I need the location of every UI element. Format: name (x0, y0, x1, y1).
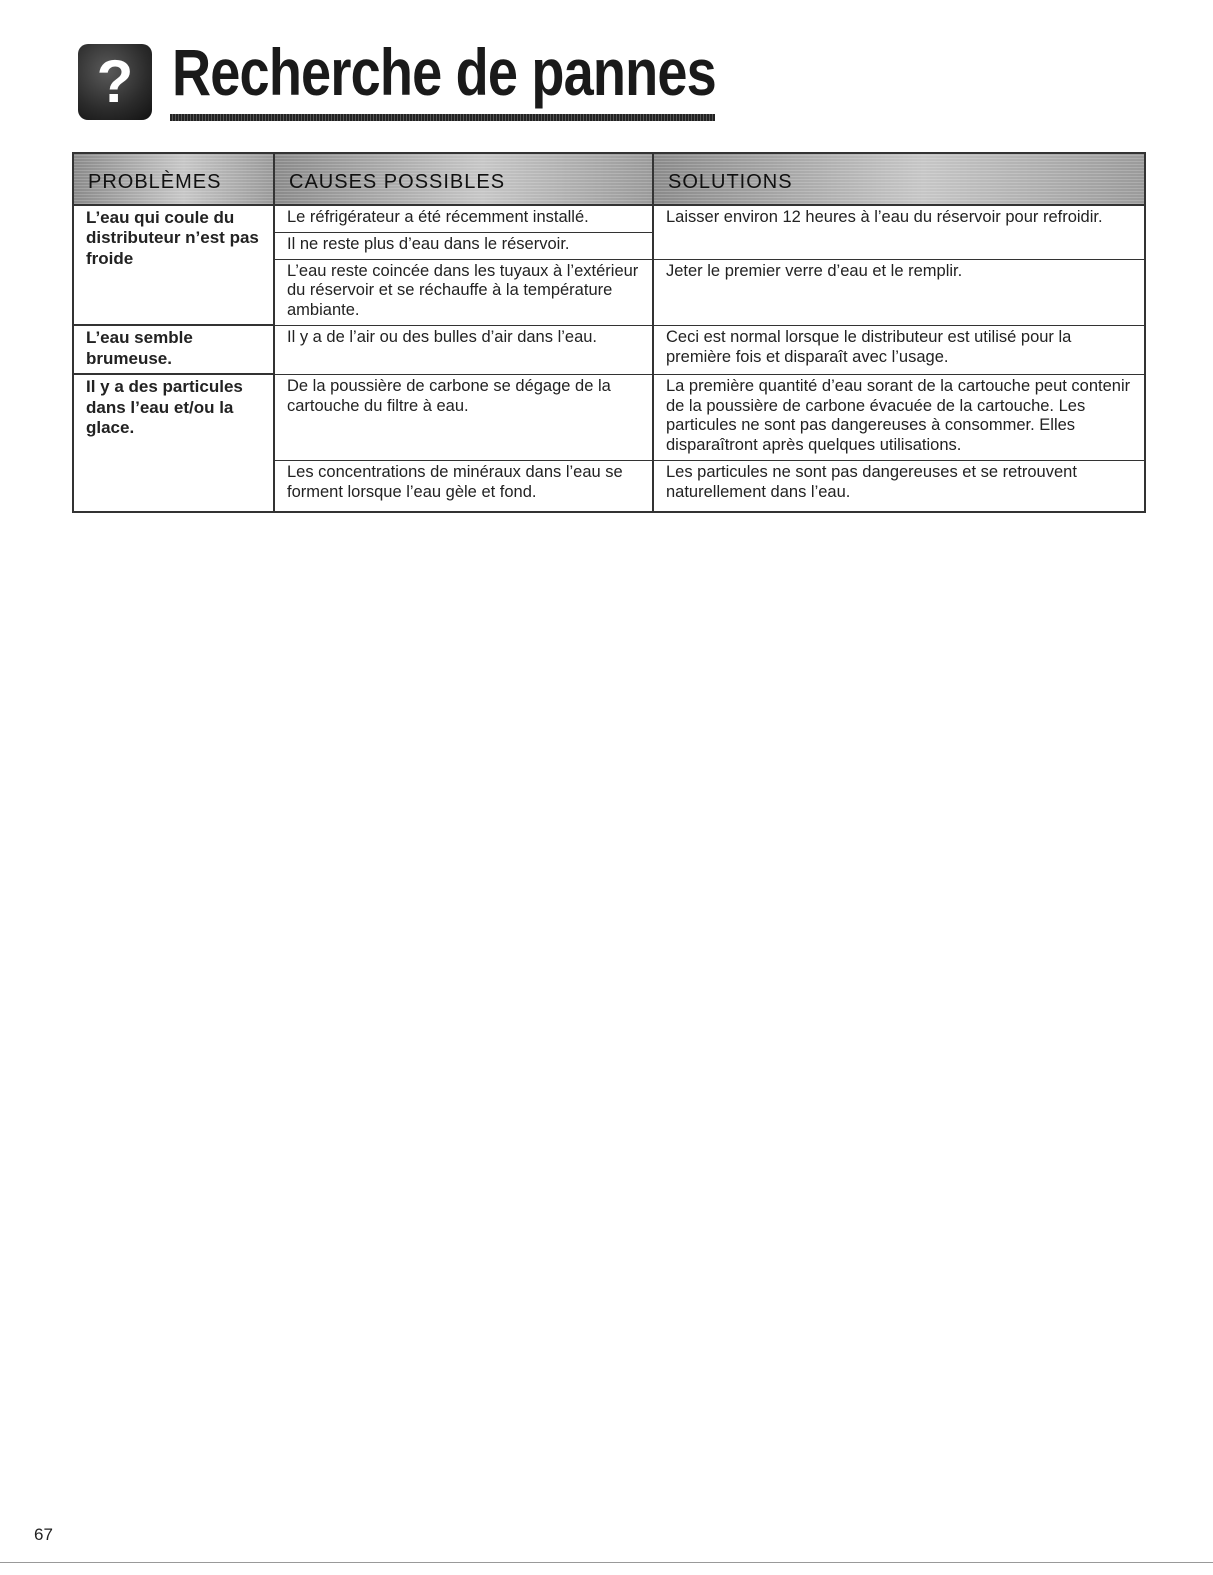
problem-cell: L’eau qui coule du distributeur n’est pas froide (73, 205, 274, 325)
question-icon-glyph: ? (96, 48, 134, 115)
solution-cell: Les particules ne sont pas dangereuses et se retrouvent naturellement dans l’eau. (653, 460, 1145, 511)
cause-cell: Il y a de l’air ou des bulles d’air dans l’eau. (274, 325, 653, 374)
solution-cell: Jeter le premier verre d’eau et le remplir. (653, 259, 1145, 325)
cause-cell: De la poussière de carbone se dégage de la cartouche du filtre à eau. (274, 374, 653, 460)
footer-divider (0, 1562, 1213, 1563)
table-row (73, 374, 1145, 460)
table-header-row (73, 153, 1145, 205)
cause-cell: L’eau reste coincée dans les tuyaux à l’extérieur du réservoir et se réchauffe à la température ambiante. (274, 259, 653, 325)
column-header-causes: CAUSES POSSIBLES (274, 153, 653, 205)
column-header-problems: PROBLÈMES (73, 153, 274, 205)
solution-cell: La première quantité d’eau sorant de la cartouche peut contenir de la poussière de carbone évacuée de la cartouche. Les particules ne sont pas dangereuses à consommer. Elles disparaîtront après quelques utilisations. (653, 374, 1145, 460)
table-row (73, 205, 1145, 232)
page-title: Recherche de pannes (172, 35, 716, 109)
solution-cell: Laisser environ 12 heures à l’eau du réservoir pour refroidir. (653, 205, 1145, 259)
problem-cell: L’eau semble brumeuse. (73, 325, 274, 374)
column-header-solutions: SOLUTIONS (653, 153, 1145, 205)
cause-cell: Les concentrations de minéraux dans l’eau se forment lorsque l’eau gèle et fond. (274, 460, 653, 511)
solution-cell: Ceci est normal lorsque le distributeur est utilisé pour la première fois et disparaît avec l’usage. (653, 325, 1145, 374)
troubleshooting-table (72, 152, 1146, 513)
cause-cell: Il ne reste plus d’eau dans le réservoir. (274, 232, 653, 259)
page-number: 67 (34, 1525, 53, 1544)
cause-cell: Le réfrigérateur a été récemment installé. (274, 205, 653, 232)
question-icon (78, 44, 152, 120)
table-row (73, 325, 1145, 374)
title-underline (170, 114, 715, 121)
problem-cell: Il y a des particules dans l’eau et/ou la glace. (73, 374, 274, 511)
